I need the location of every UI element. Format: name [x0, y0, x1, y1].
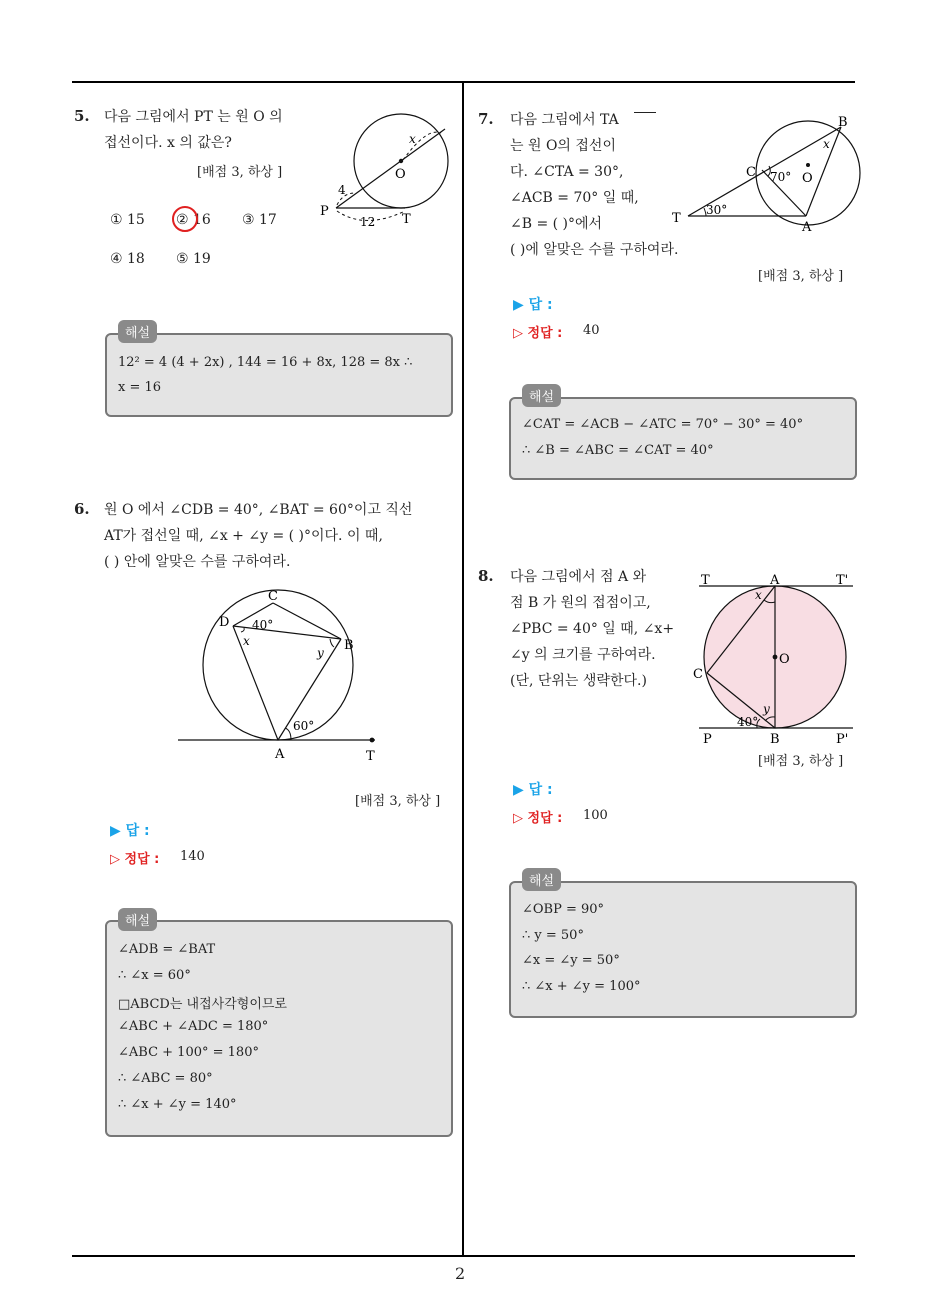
q5-figure: [315, 105, 455, 230]
q5-choice-1[interactable]: ① 15: [110, 212, 145, 228]
q7-solution-line: ∴ ∠B = ∠ABC = ∠CAT = 40°: [522, 443, 714, 458]
q7-line2: 는 원 O의 접선이: [510, 138, 616, 154]
q5-solution-line1: 12² = 4 (4 + 2x) , 144 = 16 + 8x, 128 = 8x ∴: [118, 355, 413, 370]
q5-number: 5.: [74, 107, 90, 125]
q8-label-Pprime: P': [836, 732, 849, 747]
q8-line4: ∠y 의 크기를 구하여라.: [510, 647, 656, 663]
q8-label-Tprime: T': [836, 573, 849, 588]
q5-secant: [336, 129, 445, 208]
q6-line3: ( ) 안에 알맞은 수를 구하여라.: [104, 554, 291, 570]
q8-line2: 점 B 가 원의 접점이고,: [510, 595, 651, 611]
q6-answer-label: ▶ 답 :: [110, 823, 150, 839]
q8-line1: 다음 그림에서 점 A 와: [510, 569, 647, 585]
q8-solution-line: ∴ ∠x + ∠y = 100°: [522, 979, 641, 994]
q6-label-T: T: [366, 749, 375, 764]
q7-center-dot: [806, 163, 810, 167]
q7-label-O: O: [802, 171, 813, 186]
q6-correct-label: ▷ 정답 :: [110, 852, 160, 867]
q6-solution-line: ∴ ∠ABC = 80°: [118, 1071, 213, 1086]
q8-number: 8.: [478, 567, 494, 585]
q8-center-dot: [773, 655, 778, 660]
q8-correct-label: ▷ 정답 :: [513, 811, 563, 826]
q5-solution-box: [105, 333, 453, 417]
q6-correct-value: 140: [180, 849, 205, 864]
q6-figure: [175, 585, 390, 770]
q6-solution-line: ∠ADB = ∠BAT: [118, 942, 216, 957]
q8-solution-line: ∠x = ∠y = 50°: [522, 953, 620, 968]
q7-label-30: 30°: [706, 203, 728, 217]
q7-label-T: T: [672, 211, 681, 226]
q8-label-y: y: [763, 702, 770, 716]
q6-label-60: 60°: [293, 719, 315, 733]
q6-label-C: C: [268, 589, 278, 604]
q6-solution-line: □ABCD는 내접사각형이므로: [118, 997, 287, 1012]
q5-label-T: T: [402, 212, 411, 227]
q7-answer-label: ▶ 답 :: [513, 297, 553, 313]
q8-label-T: T: [701, 573, 710, 588]
q8-solution-line: ∠OBP = 90°: [522, 902, 605, 917]
q5-label-4: 4: [338, 183, 346, 197]
q6-solution-line: ∴ ∠x + ∠y = 140°: [118, 1097, 237, 1112]
q7-score: [배점 3, 하상 ]: [758, 269, 844, 284]
q8-label-O: O: [779, 652, 790, 667]
q5-line2: 접선이다. x 의 값은?: [104, 135, 232, 151]
q6-label-x: x: [243, 634, 250, 648]
q8-label-x: x: [755, 588, 762, 602]
q6-line2: AT가 접선일 때, ∠x + ∠y = ( )°이다. 이 때,: [104, 528, 383, 544]
q6-solution-tag: 해설: [118, 908, 157, 931]
q7-figure: [668, 110, 863, 235]
q7-number: 7.: [478, 110, 494, 128]
q8-line3: ∠PBC = 40° 일 때, ∠x+: [510, 621, 675, 637]
q8-correct-value: 100: [583, 808, 608, 823]
bottom-rule: [72, 1255, 855, 1257]
q7-correct-label: ▷ 정답 :: [513, 326, 563, 341]
q8-figure: [693, 568, 863, 748]
q8-label-40: 40°: [737, 715, 759, 729]
q6-score: [배점 3, 하상 ]: [355, 794, 441, 809]
q5-center-dot: [399, 159, 403, 163]
q8-label-P: P: [703, 732, 712, 747]
q6-number: 6.: [74, 500, 90, 518]
q7-correct-value: 40: [583, 323, 600, 338]
q6-DA: [233, 626, 278, 740]
q6-solution-line: ∴ ∠x = 60°: [118, 968, 191, 983]
q7-label-B: B: [838, 115, 848, 130]
q6-label-y: y: [317, 646, 324, 660]
q8-line5: (단, 단위는 생략한다.): [510, 673, 647, 689]
q8-label-B: B: [770, 732, 780, 747]
q5-choice-3[interactable]: ③ 17: [242, 212, 277, 228]
q6-solution-line: ∠ABC + 100° = 180°: [118, 1045, 259, 1060]
q7-line3: 다. ∠CTA = 30°,: [510, 164, 624, 180]
page-number: 2: [455, 1264, 466, 1283]
q7-TA-overline: [634, 112, 656, 113]
q7-label-A: A: [802, 220, 812, 235]
q7-label-C: C: [746, 165, 756, 180]
q7-solution-box: [509, 397, 857, 480]
q7-solution-tag: 해설: [522, 384, 561, 407]
q6-T-dot: [370, 738, 375, 743]
q5-line1: 다음 그림에서 PT 는 원 O 의: [104, 109, 283, 125]
q6-label-40: 40°: [252, 618, 274, 632]
q6-circle: [203, 590, 353, 740]
q7-label-70: 70°: [770, 170, 792, 184]
q6-label-D: D: [219, 615, 230, 630]
q7-label-x: x: [823, 137, 830, 151]
q8-label-A: A: [770, 573, 780, 588]
q6-label-A: A: [275, 747, 285, 762]
q5-label-x: x: [409, 132, 416, 146]
column-divider: [462, 83, 464, 1256]
q8-answer-label: ▶ 답 :: [513, 782, 553, 798]
q5-choice-5[interactable]: ⑤ 19: [176, 251, 211, 267]
q7-line5: ∠B = ( )°에서: [510, 216, 603, 232]
q8-solution-line: ∴ y = 50°: [522, 928, 584, 943]
q5-solution-line2: x = 16: [118, 380, 162, 395]
q6-solution-line: ∠ABC + ∠ADC = 180°: [118, 1019, 269, 1034]
q5-label-P: P: [320, 204, 329, 219]
q8-score: [배점 3, 하상 ]: [758, 754, 844, 769]
q6-line1: 원 O 에서 ∠CDB = 40°, ∠BAT = 60°이고 직선: [104, 502, 413, 518]
q6-CB: [273, 603, 341, 639]
q8-solution-tag: 해설: [522, 868, 561, 891]
q5-score: [배점 3, 하상 ]: [197, 165, 283, 180]
q5-label-O: O: [395, 167, 406, 182]
q7-line4: ∠ACB = 70° 일 때,: [510, 190, 639, 206]
q7-line6: ( )에 알맞은 수를 구하여라.: [510, 242, 679, 258]
q6-label-B: B: [344, 638, 354, 653]
q5-label-12: 12: [360, 215, 376, 229]
q5-selected-circle-icon: [172, 206, 198, 232]
q7-solution-line: ∠CAT = ∠ACB − ∠ATC = 70° − 30° = 40°: [522, 417, 804, 432]
q7-line1: 다음 그림에서 TA: [510, 112, 619, 128]
q5-choice-4[interactable]: ④ 18: [110, 251, 145, 267]
q8-label-C: C: [693, 667, 703, 682]
q5-solution-tag: 해설: [118, 320, 157, 343]
q5-choice-2[interactable]: ② 16: [176, 212, 211, 228]
